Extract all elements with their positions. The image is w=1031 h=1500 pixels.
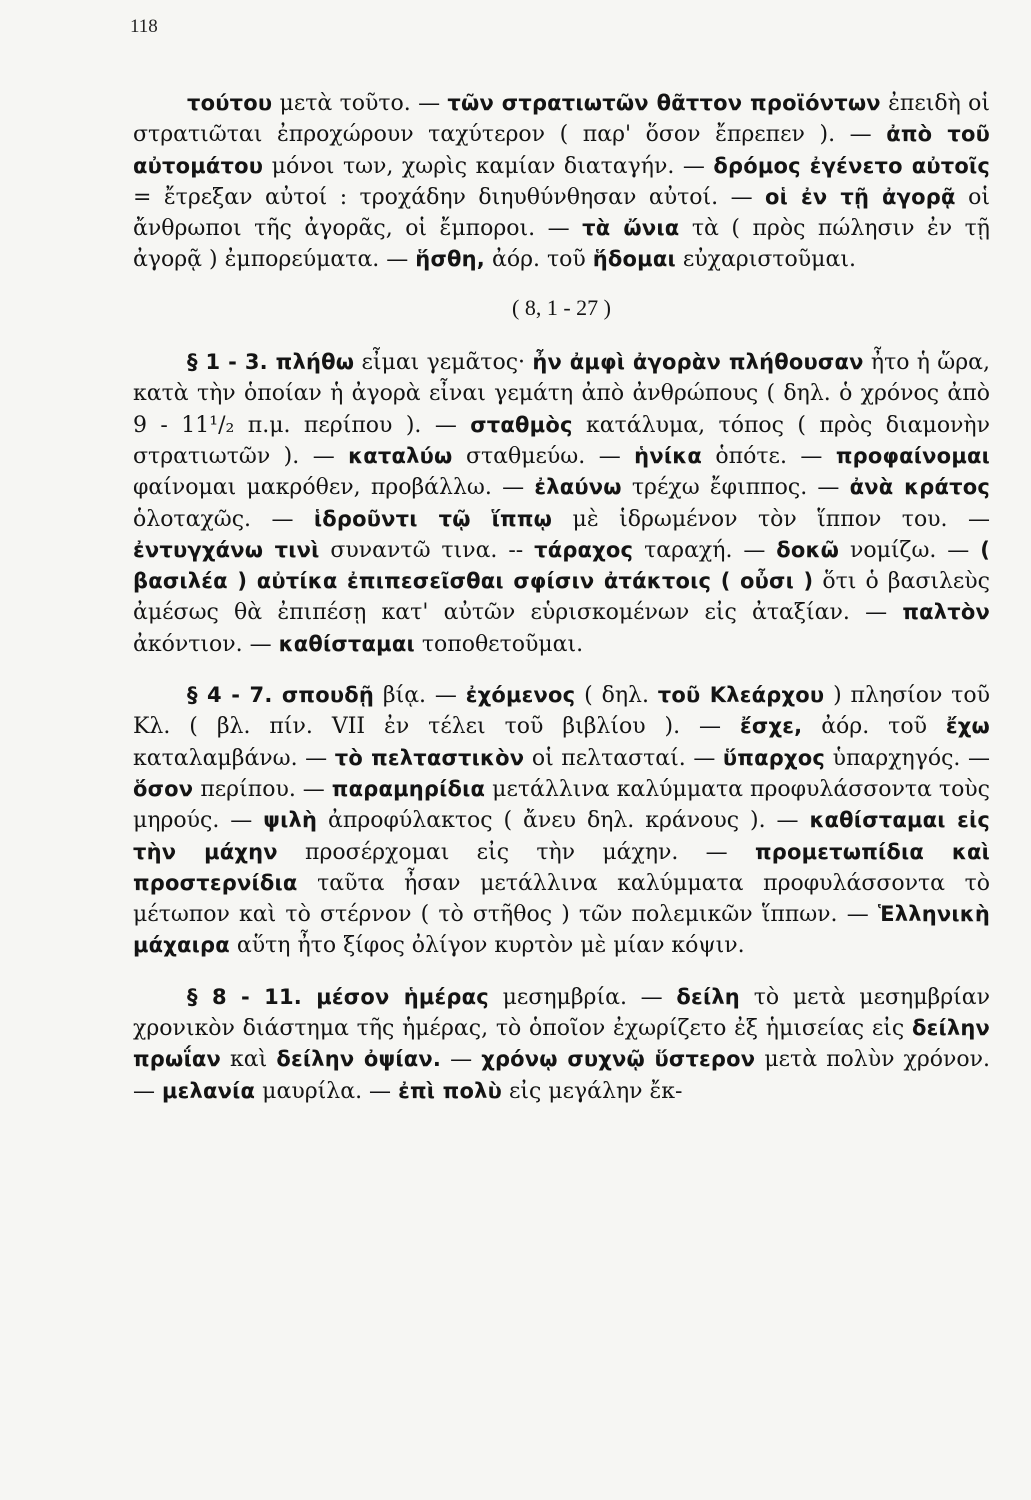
page-body — [133, 88, 990, 1107]
gloss-text: εὐχαριστοῦμαι. — [675, 247, 856, 273]
lemma-term: ἥσθη, — [415, 247, 485, 272]
lemma-term: ψιλὴ — [263, 808, 318, 833]
section-heading: ( 8, 1 - 27 ) — [512, 294, 611, 320]
lemma-term: σταθμὸς — [470, 412, 573, 437]
lemma-term: τὸ πελταστικὸν — [334, 745, 525, 770]
page-number: 118 — [130, 16, 158, 37]
lemma-term: τοῦ Κλεάρχου — [657, 683, 825, 708]
lemma-term: ἡνίκα — [634, 443, 702, 468]
commentary-paragraph — [133, 88, 990, 276]
lemma-term: δείλην ὀψίαν. — [276, 1047, 442, 1072]
lemma-term: δρόμος ἐγένετο αὐτοῖς — [713, 153, 990, 178]
gloss-text: μὲ ἱδρωμένον τὸν ἵππον του. — — [552, 506, 990, 532]
gloss-text: οἱ ἄνθρωποι τῆς ἀγορᾶς, οἱ ἔμποροι. — — [133, 184, 990, 242]
gloss-text: φαίνομαι μακρόθεν, προβάλλω. — — [133, 475, 535, 501]
gloss-text: καὶ — [221, 1047, 277, 1073]
gloss-text: ἀόρ. τοῦ — [802, 714, 946, 740]
gloss-text: εἶμαι γεμᾶτος· — [354, 350, 533, 376]
lemma-term: ἔσχε, — [740, 714, 803, 739]
gloss-text: ὑπαρχηγός. — — [825, 745, 990, 771]
lemma-term: ἐλαύνω — [534, 475, 622, 500]
lemma-term: προφαίνομαι — [835, 443, 990, 468]
gloss-text: σταθμεύω. — — [452, 443, 635, 469]
gloss-text: νομίζω. — — [839, 537, 981, 563]
gloss-text: ὁπότε. — — [701, 443, 836, 469]
lemma-term: τούτου — [187, 91, 273, 115]
lemma-term: ἐπὶ πολὺ — [398, 1078, 502, 1103]
gloss-text: περίπου. — — [193, 776, 332, 802]
lemma-term: καταλύω — [348, 443, 453, 468]
gloss-text: — — [441, 1047, 482, 1073]
lemma-term: παραμηρίδια — [331, 776, 486, 801]
gloss-text: ( δηλ. — [575, 683, 658, 709]
lemma-term: δοκῶ — [776, 537, 840, 562]
gloss-text: τὸ μετὰ μεσημβρίαν χρονικὸν διάστημα τῆς ἡμέρας, τὸ ὁποῖον ἐχωρίζετο ἐξ ἡμισείας εἰς — [133, 984, 990, 1042]
lemma-term: Ἑλληνικὴ μάχαιρα — [133, 902, 990, 958]
gloss-text: = ἔτρεξαν αὐτοί : τροχάδην διηυθύνθησαν αὐτοί. — — [133, 184, 766, 210]
lemma-term: ἥδομαι — [592, 247, 676, 272]
lemma-term: ἐχόμενος — [465, 683, 576, 708]
gloss-text: ἀόρ. τοῦ — [484, 247, 593, 273]
gloss-text: ὁλοταχῶς. — — [133, 506, 314, 532]
gloss-text: τὰ ( πρὸς πώλησιν ἐν τῇ ἀγορᾷ ) ἐμπορεύματα. — — [133, 216, 990, 273]
gloss-text: οἱ πελτασταί. — — [524, 745, 723, 771]
gloss-text: ἀπροφύλακτος ( ἄνευ δηλ. κράνους ). — — [317, 808, 810, 834]
lemma-term: ἔχω — [945, 714, 990, 739]
commentary-paragraph — [133, 982, 990, 1107]
commentary-paragraph — [133, 680, 990, 962]
lemma-term: τὰ ὤνια — [582, 216, 680, 241]
lemma-term: ( βασιλέα ) αὐτίκα ἐπιπεσεῖσθαι σφίσιν ἀτάκτοις ( οὖσι ) — [133, 537, 990, 594]
gloss-text: ἦτο ἡ ὥρα, κατὰ τὴν ὁποίαν ἡ ἀγορὰ εἶναι γεμάτη ἀπὸ ἀνθρώπους ( δηλ. ὁ χρόνος ἀπὸ 9 - 11¹/₂ π.μ. περίπου ). — — [133, 350, 990, 438]
lemma-term: ἦν ἀμφὶ ἀγορὰν πλήθουσαν — [532, 350, 864, 375]
lemma-term: τάραχος — [534, 537, 634, 562]
gloss-text: μετὰ πολὺν χρόνον. — — [133, 1047, 991, 1104]
gloss-text: τοποθετοῦμαι. — [414, 631, 584, 657]
gloss-text: εἰς μεγάλην ἔκ- — [501, 1078, 683, 1104]
lemma-term: μελανία — [162, 1078, 256, 1103]
gloss-text: αὕτη ἦτο ξίφος ὀλίγον κυρτὸν μὲ μίαν κόψιν. — [229, 933, 745, 959]
lemma-term: καθίσταμαι — [278, 631, 415, 656]
gloss-text: ἀκόντιον. — — [133, 631, 279, 657]
gloss-text: ὅτι ὁ βασιλεὺς ἀμέσως θὰ ἐπιπέσῃ κατ' αὐτῶν εὑρισκομένων εἰς ἀταξίαν. — — [133, 569, 991, 626]
lemma-term: ἀπὸ τοῦ αὐτομάτου — [133, 122, 991, 178]
gloss-text: προσέρχομαι εἰς τὴν μάχην. — — [277, 839, 755, 865]
lemma-term: οἱ ἐν τῇ ἀγορᾷ — [765, 184, 956, 209]
lemma-term: καθίσταμαι εἰς τὴν μάχην — [133, 808, 991, 864]
gloss-text: ἐπειδὴ οἱ στρατιῶται ἐπροχώρουν ταχύτερον ( παρ' ὅσον ἔπρεπεν ). — — [133, 91, 991, 148]
gloss-text: μετὰ τοῦτο. — — [272, 91, 448, 116]
gloss-text: τρέχω ἔφιππος. — — [621, 475, 850, 501]
gloss-text: ταῦτα ἦσαν μετάλλινα καλύμματα προφυλάσσοντα τὸ μέτωπον καὶ τὸ στέρνον ( τὸ στῆθος ) τῶν πολεμικῶν ἵππων. — — [133, 870, 990, 928]
lemma-term: ὕπαρχος — [722, 745, 825, 770]
lemma-term: § 4 - 7. σπουδῇ — [187, 683, 375, 708]
gloss-text: ταραχή. — — [633, 537, 777, 563]
gloss-text: μαυρίλα. — — [255, 1078, 399, 1104]
lemma-term: § 1 - 3. πλήθω — [187, 350, 355, 375]
lemma-term: ἀνὰ κράτος — [849, 475, 990, 500]
lemma-term: δείλην πρωΐαν — [133, 1016, 990, 1072]
lemma-term: προμετωπίδια καὶ προστερνίδια — [133, 839, 990, 895]
lemma-term: ἱδροῦντι τῷ ἵππῳ — [313, 506, 553, 531]
gloss-text: μετάλλινα καλύμματα προφυλάσσοντα τοὺς μηρούς. — — [133, 776, 991, 834]
gloss-text: μεσημβρία. — — [488, 984, 677, 1010]
gloss-text: καταλαμβάνω. — — [133, 745, 335, 771]
gloss-text: βίᾳ. — — [374, 683, 466, 709]
lemma-term: ὅσον — [133, 776, 194, 801]
lemma-term: χρόνῳ συχνῷ ὕστερον — [481, 1047, 756, 1072]
lemma-term: ἐντυγχάνω τινὶ — [133, 537, 320, 562]
gloss-text: μόνοι των, χωρὶς καμίαν διαταγήν. — — [263, 153, 714, 179]
commentary-paragraph — [133, 347, 990, 660]
gloss-text: συναντῶ τινα. -- — [319, 537, 535, 563]
lemma-term: τῶν στρατιωτῶν θᾶττον προϊόντων — [447, 91, 881, 115]
gloss-text: ) πλησίον τοῦ Κλ. ( βλ. πίν. VII ἐν τέλει τοῦ βιβλίου ). — — [133, 683, 990, 740]
lemma-term: § 8 - 11. μέσον ἡμέρας — [187, 984, 489, 1009]
gloss-text: κατάλυμα, τόπος ( πρὸς διαμονὴν στρατιωτῶν ). — — [133, 412, 990, 469]
lemma-term: δείλη — [676, 984, 740, 1009]
lemma-term: παλτὸν — [902, 600, 990, 625]
